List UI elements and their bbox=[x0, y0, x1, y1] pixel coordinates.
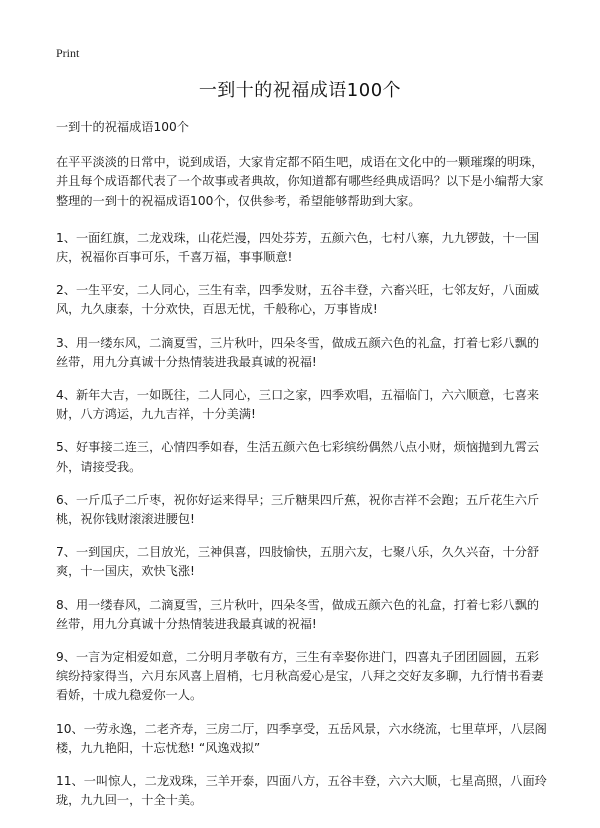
document-subtitle: 一到十的祝福成语100个 bbox=[56, 120, 189, 134]
list-item: 2、一生平安，二人同心，三生有幸，四季发财，五谷丰登，六畜兴旺，七邻友好，八面威风，九久康泰，十分欢快，百思无忧，千般称心，万事皆成! bbox=[56, 283, 540, 317]
list-item: 3、用一缕东风，二滴夏雪，三片秋叶，四朵冬雪，做成五颜六色的礼盒，打着七彩八飘的丝带，用九分真诚十分热情装进我最真诚的祝福! bbox=[56, 335, 540, 369]
document-body bbox=[56, 118, 550, 824]
intro-paragraph: 在平平淡淡的日常中，说到成语，大家肯定都不陌生吧，成语在文化中的一颗璀璨的明珠，并且每个成语都代表了一个故事或者典故，你知道都有哪些经典成语吗？以下是小编帮大家整理的一到十的祝福成语100个，仅供参考，希望能够帮助到大家。 bbox=[56, 155, 544, 208]
list-item: 10、一劳永逸，二老齐寿，三房二厅，四季享受，五岳风景，六水绕流，七里草坪，八层阁楼，九九艳阳，十忘忧愁! “风逸戏拟” bbox=[56, 721, 547, 755]
list-item: 11、一叫惊人，二龙戏珠，三羊开泰，四面八方，五谷丰登，六六大顺，七星高照，八面玲珑，九九回一，十全十美。 bbox=[56, 774, 547, 808]
list-item: 7、一到国庆，二目放光，三神俱喜，四肢愉快，五朋六友，七聚八乐，久久兴奋，十分舒爽，十一国庆，欢快飞涨! bbox=[56, 545, 540, 579]
list-item: 9、一言为定相爱如意，二分明月孝敬有方，三生有幸娶你进门，四喜丸子团团圆圆，五彩缤纷持家得当，六月东风喜上眉梢，七月秋高爱心是宝，八拜之交好友多聊，九行情书看妻看娇，十成九稳爱你一人。 bbox=[56, 650, 544, 703]
list-item: 8、用一缕春风，二滴夏雪，三片秋叶，四朵冬雪，做成五颜六色的礼盒，打着七彩八飘的丝带，用九分真诚十分热情装进我最真诚的祝福! bbox=[56, 597, 540, 631]
list-item: 6、一斤瓜子二斤枣，祝你好运来得早；三斤糖果四斤蕉，祝你吉祥不会跑；五斤花生六斤桃，祝你钱财滚滚进腰包! bbox=[56, 492, 540, 527]
list-item: 1、一面红旗，二龙戏珠，山花烂漫，四处芬芳，五颜六色，七村八寨，九九锣鼓，十一国庆，祝福你百事可乐，千喜万福，事事顺意! bbox=[56, 230, 540, 265]
list-item: 5、好事接二连三，心情四季如春，生活五颜六色七彩缤纷偶然八点小财，烦恼抛到九霄云外，请接受我。 bbox=[56, 440, 540, 474]
list-item: 4、新年大吉，一如既往，二人同心，三口之家，四季欢唱，五福临门，六六顺意，七喜来财，八方鸿运，九九吉祥，十分美满! bbox=[56, 388, 540, 422]
print-link[interactable]: Print bbox=[56, 46, 80, 60]
document-title: 一到十的祝福成语100个 bbox=[198, 80, 402, 101]
